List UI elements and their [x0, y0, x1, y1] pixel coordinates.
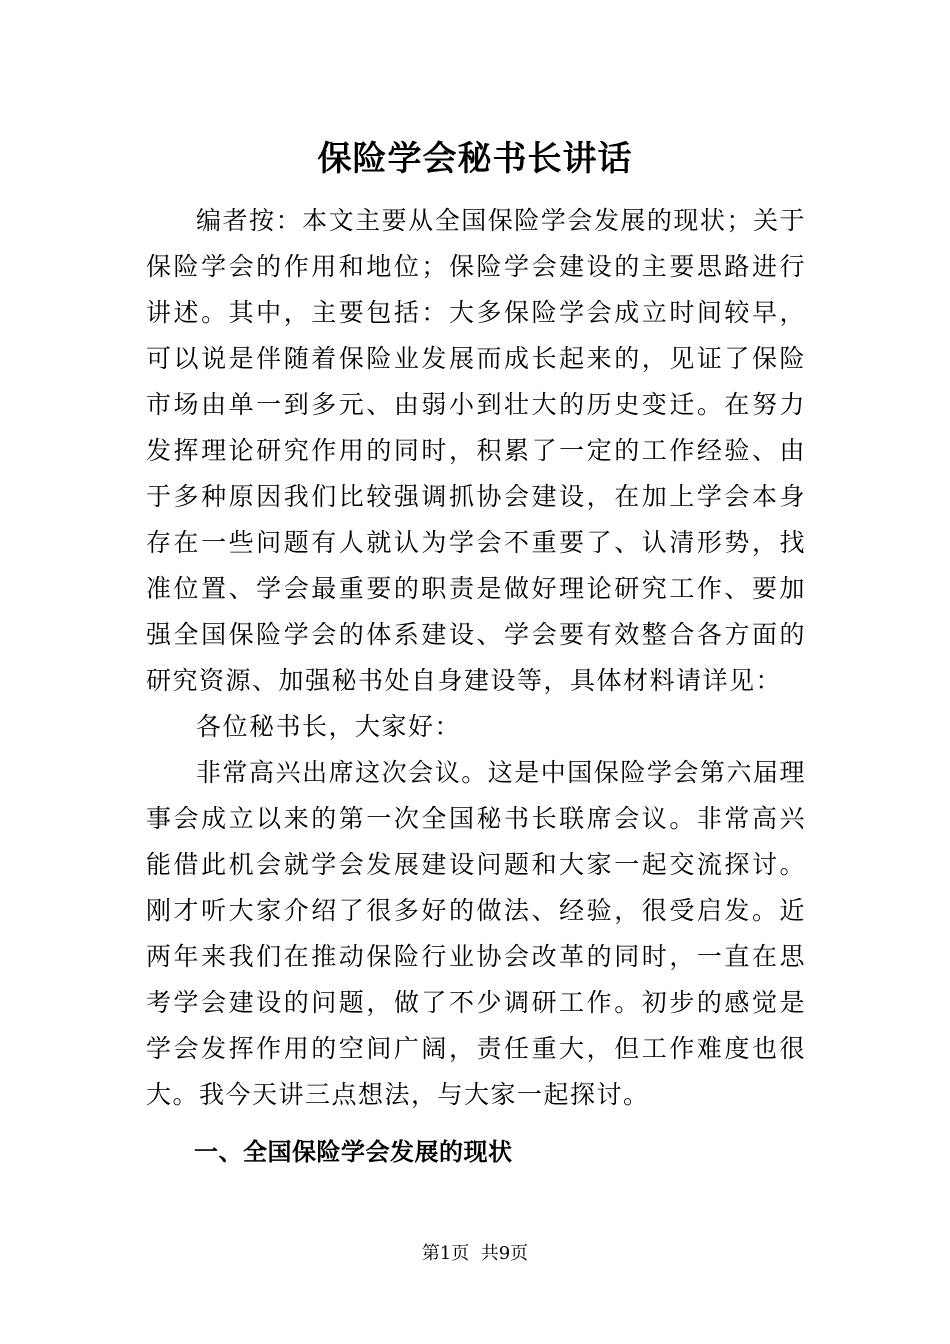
page-number: 第1页: [421, 1243, 470, 1264]
document-title: 保险学会秘书长讲话: [317, 139, 633, 179]
document-body: [146, 198, 806, 1172]
page-footer: [0, 1242, 950, 1266]
opening-paragraph: 非常高兴出席这次会议。这是中国保险学会第六届理事会成立以来的第一次全国秘书长联席会议。非常高兴能借此机会就学会发展建设问题和大家一起交流探讨。刚才听大家介绍了很多好的做法、经验，很受启发。近两年来我们在推动保险行业协会改革的同时，一直在思考学会建设的问题，做了不少调研工作。初步的感觉是学会发挥作用的空间广阔，责任重大，但工作难度也很大。我今天讲三点想法，与大家一起探讨。: [146, 758, 806, 1109]
greeting-paragraph: 各位秘书长，大家好：: [196, 712, 462, 741]
section-heading: 一、全国保险学会发展的现状: [194, 1138, 513, 1166]
page-total: 共9页: [480, 1243, 529, 1264]
editor-note-paragraph: 编者按：本文主要从全国保险学会发展的现状；关于保险学会的作用和地位；保险学会建设的主要思路进行讲述。其中，主要包括：大多保险学会成立时间较早，可以说是伴随着保险业发展而成长起来的，见证了保险市场由单一到多元、由弱小到壮大的历史变迁。在努力发挥理论研究作用的同时，积累了一定的工作经验、由于多种原因我们比较强调抓协会建设，在加上学会本身存在一些问题有人就认为学会不重要了、认清形势，找准位置、学会最重要的职责是做好理论研究工作、要加强全国保险学会的体系建设、学会要有效整合各方面的研究资源、加强秘书处自身建设等，具体材料请详见：: [146, 206, 806, 695]
